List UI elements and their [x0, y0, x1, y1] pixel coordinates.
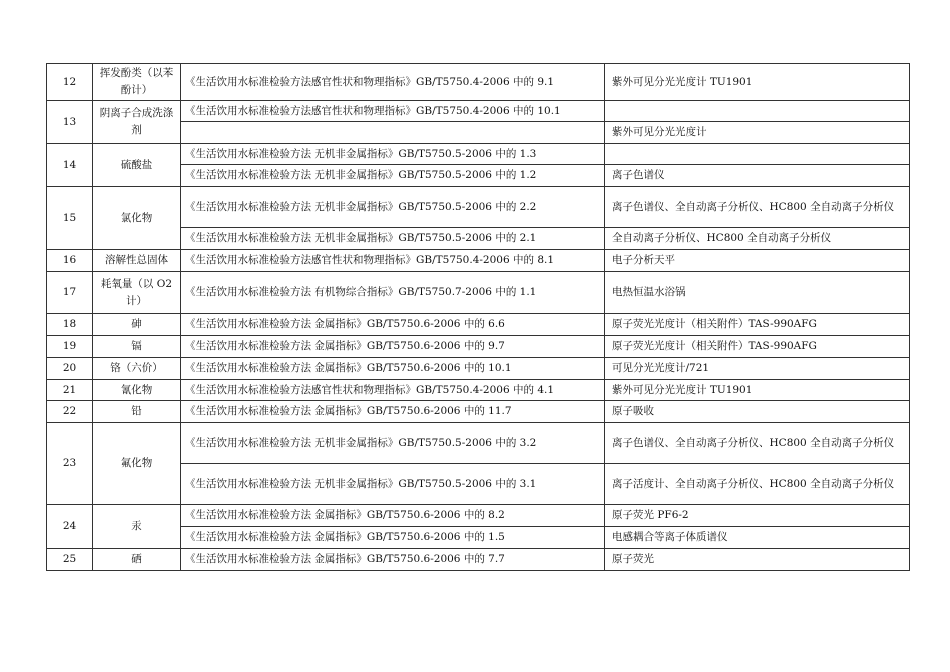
row-number: 12: [47, 64, 93, 101]
row-number: 17: [47, 272, 93, 314]
row-number: 21: [47, 380, 93, 401]
equipment: 紫外可见分光光度计 TU1901: [605, 64, 910, 101]
test-method: 《生活饮用水标准检验方法 无机非金属指标》GB/T5750.5-2006 中的 3.1: [181, 464, 605, 505]
test-methods-table: [46, 63, 910, 571]
test-item: 挥发酚类（以苯酚计）: [93, 64, 181, 101]
equipment: 电热恒温水浴锅: [605, 272, 910, 314]
equipment: 原子荧光光度计（相关附件）TAS-990AFG: [605, 314, 910, 336]
test-item: 氟化物: [93, 423, 181, 505]
test-method: 《生活饮用水标准检验方法 金属指标》GB/T5750.6-2006 中的 7.7: [181, 549, 605, 571]
test-method: 《生活饮用水标准检验方法 金属指标》GB/T5750.6-2006 中的 8.2: [181, 505, 605, 527]
test-item: 溶解性总固体: [93, 250, 181, 272]
equipment: 电子分析天平: [605, 250, 910, 272]
equipment: [605, 144, 910, 165]
test-method: 《生活饮用水标准检验方法 金属指标》GB/T5750.6-2006 中的 9.7: [181, 336, 605, 358]
row-number: 14: [47, 144, 93, 187]
table-row: [47, 187, 910, 228]
row-number: 16: [47, 250, 93, 272]
table-row: [47, 64, 910, 101]
test-method: 《生活饮用水标准检验方法 有机物综合指标》GB/T5750.7-2006 中的 1.1: [181, 272, 605, 314]
table-row: [47, 423, 910, 464]
test-method: 《生活饮用水标准检验方法 无机非金属指标》GB/T5750.5-2006 中的 2.2: [181, 187, 605, 228]
equipment: 紫外可见分光光度计 TU1901: [605, 380, 910, 401]
table-row: [47, 549, 910, 571]
equipment: [605, 101, 910, 122]
test-method: 《生活饮用水标准检验方法 金属指标》GB/T5750.6-2006 中的 6.6: [181, 314, 605, 336]
row-number: 24: [47, 505, 93, 549]
row-number: 18: [47, 314, 93, 336]
test-item: 铬（六价）: [93, 358, 181, 380]
equipment: 原子吸收: [605, 401, 910, 423]
table-row: [47, 380, 910, 401]
test-item: 氰化物: [93, 380, 181, 401]
test-method: 《生活饮用水标准检验方法 无机非金属指标》GB/T5750.5-2006 中的 2.1: [181, 228, 605, 250]
test-item: 氯化物: [93, 187, 181, 250]
equipment: 电感耦合等离子体质谱仪: [605, 527, 910, 549]
row-number: 25: [47, 549, 93, 571]
row-number: 15: [47, 187, 93, 250]
test-item: 阴离子合成洗涤剂: [93, 101, 181, 144]
test-item: 砷: [93, 314, 181, 336]
test-method: 《生活饮用水标准检验方法 无机非金属指标》GB/T5750.5-2006 中的 1.3: [181, 144, 605, 165]
row-number: 22: [47, 401, 93, 423]
table-row: [47, 144, 910, 165]
equipment: 紫外可见分光光度计: [605, 122, 910, 144]
equipment: 离子色谱仪: [605, 165, 910, 187]
equipment: 可见分光光度计/721: [605, 358, 910, 380]
test-item: 耗氧量（以 O2 计）: [93, 272, 181, 314]
test-item: 硒: [93, 549, 181, 571]
table-row: [47, 314, 910, 336]
equipment: 离子色谱仪、全自动离子分析仪、HC800 全自动离子分析仪: [605, 187, 910, 228]
table-row: [47, 505, 910, 527]
test-method: [181, 122, 605, 144]
test-item: 镉: [93, 336, 181, 358]
equipment: 全自动离子分析仪、HC800 全自动离子分析仪: [605, 228, 910, 250]
row-number: 23: [47, 423, 93, 505]
test-item: 汞: [93, 505, 181, 549]
test-method: 《生活饮用水标准检验方法感官性状和物理指标》GB/T5750.4-2006 中的 8.1: [181, 250, 605, 272]
table-row: [47, 250, 910, 272]
test-method: 《生活饮用水标准检验方法 金属指标》GB/T5750.6-2006 中的 10.1: [181, 358, 605, 380]
test-method: 《生活饮用水标准检验方法 无机非金属指标》GB/T5750.5-2006 中的 3.2: [181, 423, 605, 464]
test-item: 硫酸盐: [93, 144, 181, 187]
test-method: 《生活饮用水标准检验方法感官性状和物理指标》GB/T5750.4-2006 中的 4.1: [181, 380, 605, 401]
test-method: 《生活饮用水标准检验方法 金属指标》GB/T5750.6-2006 中的 11.7: [181, 401, 605, 423]
row-number: 20: [47, 358, 93, 380]
test-method: 《生活饮用水标准检验方法感官性状和物理指标》GB/T5750.4-2006 中的 10.1: [181, 101, 605, 122]
equipment: 原子荧光: [605, 549, 910, 571]
table-row: [47, 272, 910, 314]
test-method: 《生活饮用水标准检验方法 无机非金属指标》GB/T5750.5-2006 中的 1.2: [181, 165, 605, 187]
table-row: [47, 401, 910, 423]
test-item: 铅: [93, 401, 181, 423]
row-number: 13: [47, 101, 93, 144]
table-row: [47, 101, 910, 122]
equipment: 原子荧光 PF6-2: [605, 505, 910, 527]
row-number: 19: [47, 336, 93, 358]
equipment: 离子色谱仪、全自动离子分析仪、HC800 全自动离子分析仪: [605, 423, 910, 464]
equipment: 离子活度计、全自动离子分析仪、HC800 全自动离子分析仪: [605, 464, 910, 505]
table-row: [47, 358, 910, 380]
test-method: 《生活饮用水标准检验方法 金属指标》GB/T5750.6-2006 中的 1.5: [181, 527, 605, 549]
test-method: 《生活饮用水标准检验方法感官性状和物理指标》GB/T5750.4-2006 中的 9.1: [181, 64, 605, 101]
table-row: [47, 336, 910, 358]
equipment: 原子荧光光度计（相关附件）TAS-990AFG: [605, 336, 910, 358]
